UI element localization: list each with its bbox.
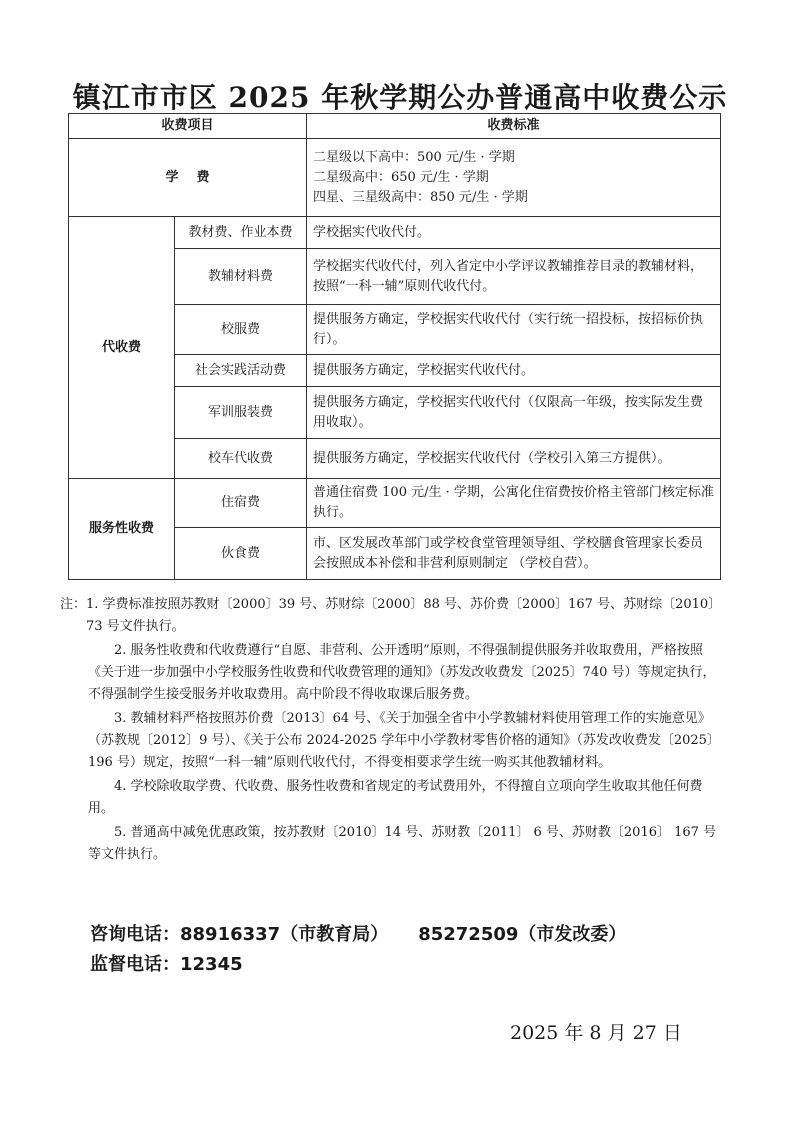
service-category: 服务性收费 — [69, 479, 175, 580]
note-item: 4. 学校除收取学费、代收费、服务性收费和省规定的考试费用外，不得擅自立项向学生收取其他任何费用。 — [88, 779, 703, 816]
consult-label: 咨询电话： — [90, 924, 180, 945]
table-row — [69, 217, 721, 249]
tuition-line: 二星级高中：650 元/生 · 学期 — [313, 169, 489, 185]
note-item: 5. 普通高中减免优惠政策，按苏教财〔2010〕14 号、苏财教〔2011〕 6 号、苏财教〔2016〕 167 号等文件执行。 — [88, 825, 717, 862]
issue-date: 2025 年 8 月 27 日 — [510, 1022, 682, 1044]
fee-standard: 市、区发展改革部门或学校食堂管理领导组、学校膳食管理家长委员会按照成本补偿和非营利原则制定 （学校自营）。 — [307, 528, 721, 580]
agency-category: 代收费 — [69, 217, 175, 479]
tuition-row — [69, 139, 721, 217]
fee-standard: 提供服务方确定，学校据实代收代付（实行统一招投标，按招标价执行）。 — [307, 305, 721, 355]
tuition-line: 四星、三星级高中：850 元/生 · 学期 — [313, 189, 528, 205]
fee-item: 社会实践活动费 — [175, 355, 307, 387]
fee-item: 伙食费 — [175, 528, 307, 580]
note-item: 注：1. 学费标准按照苏教财〔2000〕39 号、苏财综〔2000〕88 号、苏价费〔2000〕167 号、苏财综〔2010〕73 号文件执行。 — [60, 597, 715, 634]
fee-standard: 提供服务方确定，学校据实代收代付（学校引入第三方提供）。 — [307, 439, 721, 479]
note-item: 2. 服务性收费和代收费遵行“自愿、非营利、公开透明”原则，不得强制提供服务并收取费用，严格按照《关于进一步加强中小学校服务性收费和代收费管理的通知》（苏发改收费发〔2025〕740 号）等规定执行，不得强制学生接受服务并收取费用。高中阶段不得收取课后服务费。 — [88, 643, 716, 702]
supervise-label: 监督电话： — [90, 954, 180, 975]
contact-section — [90, 920, 626, 980]
header-fee-standard: 收费标准 — [307, 114, 721, 139]
fee-item: 军训服装费 — [175, 387, 307, 439]
tuition-standard — [307, 139, 721, 217]
table-row — [69, 479, 721, 528]
supervise-phone: 12345 — [180, 954, 243, 975]
fee-standard: 普通住宿费 100 元/生 · 学期，公寓化住宿费按价格主管部门核定标准执行。 — [307, 479, 721, 528]
supervise-line — [90, 950, 626, 980]
fee-item: 住宿费 — [175, 479, 307, 528]
consult-line — [90, 920, 626, 950]
fee-standard: 提供服务方确定，学校据实代收代付。 — [307, 355, 721, 387]
fee-item: 教材费、作业本费 — [175, 217, 307, 249]
consult-phone-education: 88916337（市教育局） — [180, 924, 389, 945]
notes-section — [60, 594, 720, 868]
fee-standard: 提供服务方确定，学校据实代收代付（仅限高一年级，按实际发生费用收取）。 — [307, 387, 721, 439]
table-header-row — [69, 114, 721, 139]
note-item: 3. 教辅材料严格按照苏价费〔2013〕64 号、《关于加强全省中小学教辅材料使用管理工作的实施意见》（苏教规〔2012〕9 号）、《关于公布 2024-2025 学年中小学教材零售价格的通知》（苏发改收费发〔2025〕196 号）规定，按照“一科一辅”原则代收代付，不得变相要求学生统一购买其他教辅材料。 — [88, 711, 720, 770]
fee-standard: 学校据实代收代付。 — [307, 217, 721, 249]
fee-standard: 学校据实代收代付，列入省定中小学评议教辅推荐目录的教辅材料，按照“一科一辅”原则代收代付。 — [307, 249, 721, 305]
tuition-line: 二星级以下高中：500 元/生 · 学期 — [313, 149, 515, 165]
header-fee-item: 收费项目 — [69, 114, 307, 139]
tuition-category: 学 费 — [69, 139, 307, 217]
fee-item: 教辅材料费 — [175, 249, 307, 305]
fee-item: 校车代收费 — [175, 439, 307, 479]
fee-item: 校服费 — [175, 305, 307, 355]
consult-phone-development: 85272509（市发改委） — [418, 924, 627, 945]
fee-table — [68, 113, 721, 580]
page-title: 镇江市市区 2025 年秋学期公办普通高中收费公示 — [72, 81, 728, 114]
